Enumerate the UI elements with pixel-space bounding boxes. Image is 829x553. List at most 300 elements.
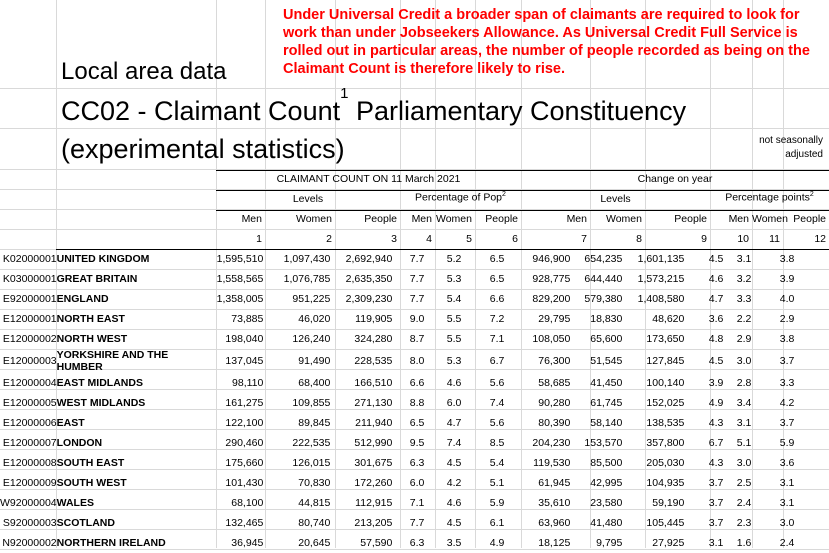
table-cell: 1,408,580 xyxy=(637,293,685,305)
levels-header xyxy=(216,193,400,205)
table-cell: 6.0 xyxy=(409,477,425,489)
table-cell: 105,445 xyxy=(646,517,685,529)
table-cell: 198,040 xyxy=(225,333,264,345)
area-code: K02000001 xyxy=(2,253,57,265)
column-header-text: Women xyxy=(606,213,642,225)
column-header xyxy=(521,213,587,225)
table-cell: 161,275 xyxy=(225,397,264,409)
table-cell: 3.6 xyxy=(779,457,795,469)
area-code: N92000002 xyxy=(2,537,57,549)
area-name: SOUTH EAST xyxy=(56,457,125,469)
table-cell: 3.0 xyxy=(779,517,795,529)
table-cell: 48,620 xyxy=(652,313,685,325)
column-number xyxy=(590,233,642,245)
table-cell: 5.6 xyxy=(489,377,505,389)
table-cell: 4.6 xyxy=(446,497,462,509)
table-row xyxy=(0,413,794,433)
table-cell: 65,600 xyxy=(590,333,623,345)
table-cell: 9.0 xyxy=(409,313,425,325)
table-cell: 61,945 xyxy=(538,477,571,489)
column-header-text: Women xyxy=(436,213,472,225)
table-cell: 6.7 xyxy=(489,355,505,367)
table-cell: 4.6 xyxy=(708,273,724,285)
table-cell: 100,140 xyxy=(646,377,685,389)
table-cell: 211,940 xyxy=(355,417,393,429)
table-cell: 1,097,430 xyxy=(283,253,331,265)
table-cell: 3.4 xyxy=(736,397,752,409)
table-cell: 4.5 xyxy=(446,457,462,469)
table-cell: 5.9 xyxy=(779,437,795,449)
table-cell: 4.3 xyxy=(708,417,724,429)
column-number xyxy=(335,233,397,245)
table-cell: 68,400 xyxy=(298,377,331,389)
table-cell: 89,845 xyxy=(298,417,331,429)
table-cell: 4.7 xyxy=(708,293,724,305)
area-name: NORTHERN IRELAND xyxy=(56,537,166,549)
table-cell: 18,125 xyxy=(538,537,571,549)
table-cell: 91,490 xyxy=(298,355,331,367)
column-number xyxy=(645,233,707,245)
column-number xyxy=(400,233,432,245)
table-row xyxy=(0,349,794,373)
area-code: E92000001 xyxy=(2,293,57,305)
table-cell: 4.5 xyxy=(708,253,724,265)
column-header xyxy=(435,213,472,225)
table-cell: 6.5 xyxy=(409,417,425,429)
table-cell: 2.4 xyxy=(779,537,795,549)
column-header xyxy=(475,213,518,225)
table-cell: 8.5 xyxy=(489,437,505,449)
table-cell: 3.9 xyxy=(779,273,795,285)
table-cell: 2.9 xyxy=(779,313,795,325)
table-cell: 6.1 xyxy=(489,517,505,529)
table-cell: 228,535 xyxy=(354,355,393,367)
table-cell: 173,650 xyxy=(646,333,685,345)
column-header-text: Men xyxy=(728,213,749,225)
table-cell: 7.4 xyxy=(489,397,505,409)
table-cell: 324,280 xyxy=(354,333,393,345)
table-cell: 2,692,940 xyxy=(345,253,393,265)
table-cell: 3.1 xyxy=(736,417,752,429)
table-cell: 104,935 xyxy=(646,477,685,489)
table-cell: 172,260 xyxy=(354,477,393,489)
grid-row-line xyxy=(0,88,829,89)
table-cell: 3.3 xyxy=(736,293,752,305)
area-name: WEST MIDLANDS xyxy=(56,397,146,409)
table-cell: 4.8 xyxy=(708,333,724,345)
table-cell: 222,535 xyxy=(292,437,331,449)
column-header-text: Men xyxy=(411,213,432,225)
table-cell: 112,915 xyxy=(355,497,393,509)
column-number-text: 7 xyxy=(581,233,587,245)
table-cell: 2.3 xyxy=(736,517,752,529)
table-cell: 2.8 xyxy=(736,377,752,389)
table-cell: 3.8 xyxy=(779,333,795,345)
table-cell: 4.5 xyxy=(446,517,462,529)
claimant-table xyxy=(0,249,794,553)
column-number-text: 10 xyxy=(737,233,749,245)
column-number-text: 2 xyxy=(326,233,332,245)
grid-row-line xyxy=(0,229,829,230)
column-number xyxy=(216,233,262,245)
table-cell: 4.2 xyxy=(779,397,795,409)
column-number xyxy=(521,233,587,245)
table-cell: 7.7 xyxy=(409,253,425,265)
levels2-header xyxy=(521,193,710,205)
table-cell: 5.1 xyxy=(489,477,505,489)
table-cell: 5.2 xyxy=(446,253,462,265)
table-cell: 5.5 xyxy=(446,313,462,325)
area-name: ENGLAND xyxy=(56,293,109,305)
area-name: SOUTH WEST xyxy=(56,477,127,489)
table-cell: 2,309,230 xyxy=(345,293,393,305)
table-cell: 4.6 xyxy=(446,377,462,389)
table-row xyxy=(0,373,794,393)
table-cell: 1,601,135 xyxy=(637,253,685,265)
column-header-text: Men xyxy=(241,213,262,225)
table-cell: 1,076,785 xyxy=(283,273,331,285)
column-header xyxy=(335,213,397,225)
table-cell: 3.7 xyxy=(779,417,795,429)
area-code: E12000003 xyxy=(2,355,57,367)
column-header xyxy=(645,213,707,225)
table-cell: 101,430 xyxy=(225,477,264,489)
table-cell: 90,280 xyxy=(538,397,571,409)
table-cell: 3.6 xyxy=(708,313,724,325)
area-code: E12000002 xyxy=(2,333,57,345)
table-cell: 85,500 xyxy=(590,457,623,469)
table-cell: 271,130 xyxy=(354,397,393,409)
table-cell: 9,795 xyxy=(596,537,623,549)
column-header-text: People xyxy=(485,213,518,225)
pct-pop-header-text: Percentage of Pop xyxy=(415,191,503,204)
table-cell: 23,580 xyxy=(590,497,623,509)
table-row xyxy=(0,533,794,553)
area-code: E12000005 xyxy=(2,397,57,409)
table-cell: 3.9 xyxy=(708,377,724,389)
table-cell: 41,480 xyxy=(590,517,623,529)
table-cell: 35,610 xyxy=(538,497,571,509)
table-cell: 6.6 xyxy=(409,377,425,389)
table-cell: 119,530 xyxy=(533,457,571,469)
table-cell: 80,390 xyxy=(538,417,571,429)
table-cell: 946,900 xyxy=(532,253,571,265)
table-cell: 3.7 xyxy=(779,355,795,367)
table-cell: 3.1 xyxy=(708,537,724,549)
footnote-marker: 2 xyxy=(502,191,506,198)
table-cell: 3.3 xyxy=(779,377,795,389)
footnote-marker: 1 xyxy=(340,85,349,102)
table-cell: 5.6 xyxy=(489,417,505,429)
table-cell: 6.7 xyxy=(708,437,724,449)
page-title-rest: Parliamentary Constituency xyxy=(348,96,687,126)
column-header-text: People xyxy=(793,213,826,225)
table-cell: 138,535 xyxy=(646,417,685,429)
table-cell: 44,815 xyxy=(298,497,331,509)
universal-credit-notice: Under Universal Credit a broader span of claimants are required to look for work than under Jobseekers Allowance. As Universal Credit Full Service is rolled out in particular areas, the number of people recorded as being on the Claimant Count is therefore likely to rise. xyxy=(283,7,810,77)
table-cell: 51,545 xyxy=(590,355,623,367)
table-cell: 18,830 xyxy=(590,313,623,325)
column-header xyxy=(400,213,432,225)
subhead-rule xyxy=(216,210,829,211)
table-cell: 76,300 xyxy=(538,355,571,367)
column-header-text: Men xyxy=(566,213,587,225)
table-cell: 3.7 xyxy=(708,477,724,489)
table-cell: 928,775 xyxy=(532,273,571,285)
column-number-text: 11 xyxy=(769,233,780,245)
table-cell: 122,100 xyxy=(225,417,264,429)
column-header-text: Women xyxy=(296,213,332,225)
column-number-text: 12 xyxy=(814,233,826,245)
column-number xyxy=(475,233,518,245)
table-cell: 8.7 xyxy=(409,333,425,345)
column-number xyxy=(783,233,826,245)
table-cell: 59,190 xyxy=(652,497,685,509)
table-cell: 5.4 xyxy=(489,457,505,469)
table-cell: 357,800 xyxy=(646,437,685,449)
table-cell: 654,235 xyxy=(584,253,623,265)
footnote-marker: 2 xyxy=(809,191,814,198)
table-cell: 137,045 xyxy=(225,355,264,367)
change-on-year-header xyxy=(521,173,829,185)
table-cell: 46,020 xyxy=(298,313,331,325)
pct-points-header xyxy=(710,191,829,204)
column-number xyxy=(752,233,780,245)
table-cell: 127,845 xyxy=(646,355,685,367)
column-number-text: 3 xyxy=(391,233,397,245)
table-cell: 42,995 xyxy=(590,477,623,489)
table-cell: 213,205 xyxy=(354,517,393,529)
table-row xyxy=(0,433,794,453)
column-header xyxy=(216,213,262,225)
table-cell: 2.2 xyxy=(736,313,752,325)
page-subtitle: (experimental statistics) xyxy=(61,134,345,164)
column-header-text: People xyxy=(364,213,397,225)
area-code: E12000009 xyxy=(2,477,57,489)
table-cell: 301,675 xyxy=(354,457,393,469)
table-cell: 109,855 xyxy=(292,397,331,409)
table-row xyxy=(0,453,794,473)
table-cell: 58,140 xyxy=(590,417,623,429)
column-header-text: People xyxy=(674,213,707,225)
table-cell: 6.0 xyxy=(446,397,462,409)
table-cell: 3.2 xyxy=(736,273,752,285)
table-cell: 152,025 xyxy=(646,397,685,409)
table-row xyxy=(0,473,794,493)
table-cell: 4.2 xyxy=(446,477,462,489)
table-cell: 7.7 xyxy=(409,517,425,529)
table-cell: 7.7 xyxy=(409,293,425,305)
table-row xyxy=(0,249,794,269)
table-cell: 5.4 xyxy=(446,293,462,305)
table-cell: 4.5 xyxy=(708,355,724,367)
area-name: EAST MIDLANDS xyxy=(56,377,143,389)
table-cell: 579,380 xyxy=(584,293,623,305)
table-cell: 36,945 xyxy=(231,537,264,549)
area-code: E12000001 xyxy=(2,313,57,325)
table-cell: 6.5 xyxy=(489,273,505,285)
table-cell: 5.3 xyxy=(446,355,462,367)
table-cell: 4.7 xyxy=(446,417,462,429)
area-name: GREAT BRITAIN xyxy=(56,273,138,285)
column-number xyxy=(265,233,332,245)
table-cell: 512,990 xyxy=(354,437,393,449)
seasonal-note-line2: adjusted xyxy=(785,149,823,160)
area-code: E12000004 xyxy=(2,377,57,389)
table-cell: 108,050 xyxy=(532,333,571,345)
table-cell: 2.9 xyxy=(736,333,752,345)
table-cell: 126,015 xyxy=(292,457,331,469)
area-name: LONDON xyxy=(56,437,103,449)
table-cell: 166,510 xyxy=(354,377,393,389)
table-cell: 644,440 xyxy=(584,273,623,285)
table-cell: 4.3 xyxy=(708,457,724,469)
column-header xyxy=(783,213,826,225)
levels-header-text: Levels xyxy=(292,193,324,205)
table-cell: 7.1 xyxy=(489,333,505,345)
table-row xyxy=(0,393,794,413)
column-number xyxy=(435,233,472,245)
table-cell: 153,570 xyxy=(584,437,623,449)
table-cell: 61,745 xyxy=(590,397,623,409)
table-row xyxy=(0,493,794,513)
page-title-text: CC02 - Claimant Count xyxy=(61,96,341,126)
table-cell: 132,465 xyxy=(225,517,264,529)
column-number-text: 9 xyxy=(701,233,707,245)
table-row xyxy=(0,269,794,289)
page-title xyxy=(61,85,687,127)
area-name: NORTH WEST xyxy=(56,333,128,345)
column-header xyxy=(590,213,642,225)
table-cell: 3.0 xyxy=(736,457,752,469)
table-cell: 8.8 xyxy=(409,397,425,409)
table-cell: 8.0 xyxy=(409,355,425,367)
claimant-count-header xyxy=(216,173,521,185)
table-cell: 1,558,565 xyxy=(216,273,264,285)
table-cell: 3.7 xyxy=(708,517,724,529)
area-name: SCOTLAND xyxy=(56,517,115,529)
column-header-text: Women xyxy=(752,213,788,225)
table-cell: 3.5 xyxy=(446,537,462,549)
area-code: K03000001 xyxy=(2,273,57,285)
table-cell: 6.5 xyxy=(489,253,505,265)
table-cell: 2,635,350 xyxy=(345,273,393,285)
table-cell: 68,100 xyxy=(231,497,264,509)
table-cell: 7.2 xyxy=(489,313,505,325)
table-row xyxy=(0,309,794,329)
table-cell: 175,660 xyxy=(225,457,264,469)
table-cell: 20,645 xyxy=(298,537,331,549)
table-cell: 3.7 xyxy=(708,497,724,509)
table-cell: 5.1 xyxy=(736,437,752,449)
table-cell: 3.1 xyxy=(779,477,795,489)
area-name: WALES xyxy=(56,497,94,509)
table-cell: 5.5 xyxy=(446,333,462,345)
column-number-text: 8 xyxy=(636,233,642,245)
area-code: S92000003 xyxy=(2,517,57,529)
table-cell: 6.3 xyxy=(409,457,425,469)
table-cell: 4.9 xyxy=(708,397,724,409)
column-number-text: 4 xyxy=(426,233,432,245)
area-name: YORKSHIRE AND THE HUMBER xyxy=(56,349,169,373)
table-cell: 6.6 xyxy=(489,293,505,305)
table-cell: 1.6 xyxy=(736,537,752,549)
table-cell: 7.7 xyxy=(409,273,425,285)
table-cell: 204,230 xyxy=(532,437,571,449)
table-cell: 7.4 xyxy=(446,437,462,449)
table-cell: 3.8 xyxy=(779,253,795,265)
table-cell: 5.9 xyxy=(489,497,505,509)
header-top-rule xyxy=(216,170,829,171)
table-cell: 29,795 xyxy=(538,313,571,325)
table-cell: 9.5 xyxy=(409,437,425,449)
change-on-year-header-text: Change on year xyxy=(637,173,713,185)
column-header xyxy=(265,213,332,225)
table-row xyxy=(0,513,794,533)
area-code: E12000007 xyxy=(2,437,57,449)
table-row xyxy=(0,289,794,309)
column-header xyxy=(752,213,788,225)
column-header xyxy=(710,213,749,225)
table-cell: 73,885 xyxy=(231,313,264,325)
table-cell: 2.4 xyxy=(736,497,752,509)
table-cell: 63,960 xyxy=(538,517,571,529)
pct-pop-header xyxy=(400,191,521,204)
table-row xyxy=(0,329,794,349)
levels2-header-text: Levels xyxy=(600,193,631,205)
table-cell: 290,460 xyxy=(225,437,264,449)
table-cell: 6.3 xyxy=(409,537,425,549)
table-cell: 58,685 xyxy=(538,377,571,389)
table-cell: 3.1 xyxy=(779,497,795,509)
area-code: W92000004 xyxy=(0,497,57,509)
table-cell: 27,925 xyxy=(652,537,685,549)
table-cell: 3.0 xyxy=(736,355,752,367)
table-cell: 126,240 xyxy=(292,333,331,345)
area-code: E12000008 xyxy=(2,457,57,469)
table-cell: 4.0 xyxy=(779,293,795,305)
area-name: EAST xyxy=(56,417,85,429)
table-cell: 119,905 xyxy=(355,313,393,325)
column-number-text: 6 xyxy=(512,233,518,245)
area-name: NORTH EAST xyxy=(56,313,125,325)
column-number xyxy=(710,233,749,245)
table-cell: 829,200 xyxy=(532,293,571,305)
table-cell: 80,740 xyxy=(298,517,331,529)
table-cell: 98,110 xyxy=(232,377,264,389)
table-cell: 5.3 xyxy=(446,273,462,285)
table-cell: 1,573,215 xyxy=(637,273,685,285)
table-cell: 3.1 xyxy=(736,253,752,265)
table-cell: 57,590 xyxy=(360,537,393,549)
table-cell: 7.1 xyxy=(409,497,425,509)
local-area-title: Local area data xyxy=(61,58,227,85)
pct-points-header-text: Percentage points xyxy=(725,191,810,204)
area-code: E12000006 xyxy=(2,417,57,429)
table-cell: 205,030 xyxy=(646,457,685,469)
table-cell: 4.9 xyxy=(489,537,505,549)
table-cell: 70,830 xyxy=(298,477,331,489)
table-cell: 1,358,005 xyxy=(216,293,264,305)
grid-row-line xyxy=(0,128,829,129)
column-number-text: 1 xyxy=(256,233,262,245)
seasonal-note-line1: not seasonally xyxy=(759,135,823,146)
table-cell: 2.5 xyxy=(736,477,752,489)
claimant-count-header-text: CLAIMANT COUNT ON 11 March 2021 xyxy=(276,173,461,185)
table-cell: 951,225 xyxy=(292,293,331,305)
area-name: UNITED KINGDOM xyxy=(56,253,150,265)
table-cell: 41,450 xyxy=(590,377,623,389)
